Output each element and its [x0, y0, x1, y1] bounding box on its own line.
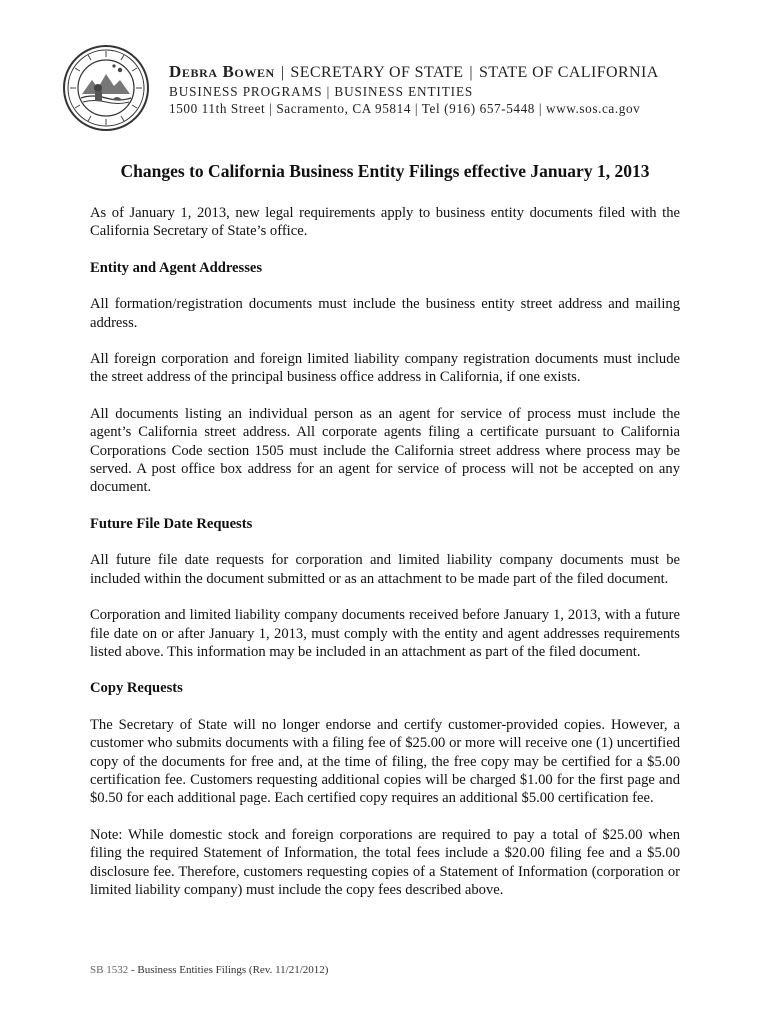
paragraph: The Secretary of State will no longer endorse and certify customer-provided copies. However, a customer who submits documents with a filing fee of $25.00 or more will receive one (1) uncertified copy of the documents for free and, at the time of filing, the free copy may be certified for a $5.00 certification fee. Customers requesting additional copies will be charged $1.00 for the first page and $0.50 for each additional page. Each certified copy requires an additional $5.00 certification fee.	[90, 716, 680, 807]
paragraph: All documents listing an individual person as an agent for service of process must include the agent’s California street address. All corporate agents filing a certificate pursuant to California Corporations Code section 1505 must include the California street address where process may be served. A post office box address for an agent for service of process will not be accepted on any document.	[90, 405, 680, 496]
document-body	[90, 160, 680, 917]
paragraph: All formation/registration documents must include the business entity street address and mailing address.	[90, 296, 680, 331]
letterhead-text	[169, 62, 709, 117]
california-state-seal-icon	[62, 44, 150, 132]
paragraph: All foreign corporation and foreign limited liability company registration documents must include the street address of the principal business office address in California, if one exists.	[90, 351, 680, 386]
paragraph: Corporation and limited liability company documents received before January 1, 2013, with a future file date on or after January 1, 2013, must comply with the entity and agent addresses requirements listed above. This information may be included in an attachment as part of the filed document.	[90, 607, 680, 660]
footer-text: - Business Entities Filings (Rev. 11/21/2012)	[128, 964, 329, 976]
section-heading-addresses: Entity and Agent Addresses	[90, 259, 263, 276]
paragraph: Note: While domestic stock and foreign corporations are required to pay a total of $25.00 when filing the required Statement of Information, the total fees include a $20.00 filing fee and a $5.00 disclosure fee. Therefore, customers requesting copies of a Statement of Information (corporation or limited liability company) must include the copy fees described above.	[90, 826, 680, 898]
section-heading-future-file-date: Future File Date Requests	[90, 515, 253, 532]
secretary-name: Debra Bowen	[169, 62, 275, 81]
state-name: STATE OF CALIFORNIA	[479, 64, 659, 81]
letterhead-divisions: BUSINESS PROGRAMS | BUSINESS ENTITIES	[169, 84, 474, 99]
intro-paragraph: As of January 1, 2013, new legal requirements apply to business entity documents filed with the California Secretary of State’s office.	[90, 205, 680, 240]
letterhead-title-line: Debra Bowen | SECRETARY OF STATE | STATE OF CALIFORNIA	[169, 62, 659, 81]
letterhead-contact: 1500 11th Street | Sacramento, CA 95814 | Tel (916) 657-5448 | www.sos.ca.gov	[169, 101, 641, 116]
page-footer	[90, 964, 328, 976]
footer-code: SB 1532	[90, 964, 129, 976]
letterhead	[62, 44, 702, 130]
section-heading-copy-requests: Copy Requests	[90, 680, 183, 697]
document-title: Changes to California Business Entity Filings effective January 1, 2013	[120, 161, 650, 181]
office-title: SECRETARY OF STATE	[290, 64, 464, 81]
paragraph: All future file date requests for corporation and limited liability company documents must be included within the document submitted or as an attachment to be made part of the filed document.	[90, 552, 680, 587]
